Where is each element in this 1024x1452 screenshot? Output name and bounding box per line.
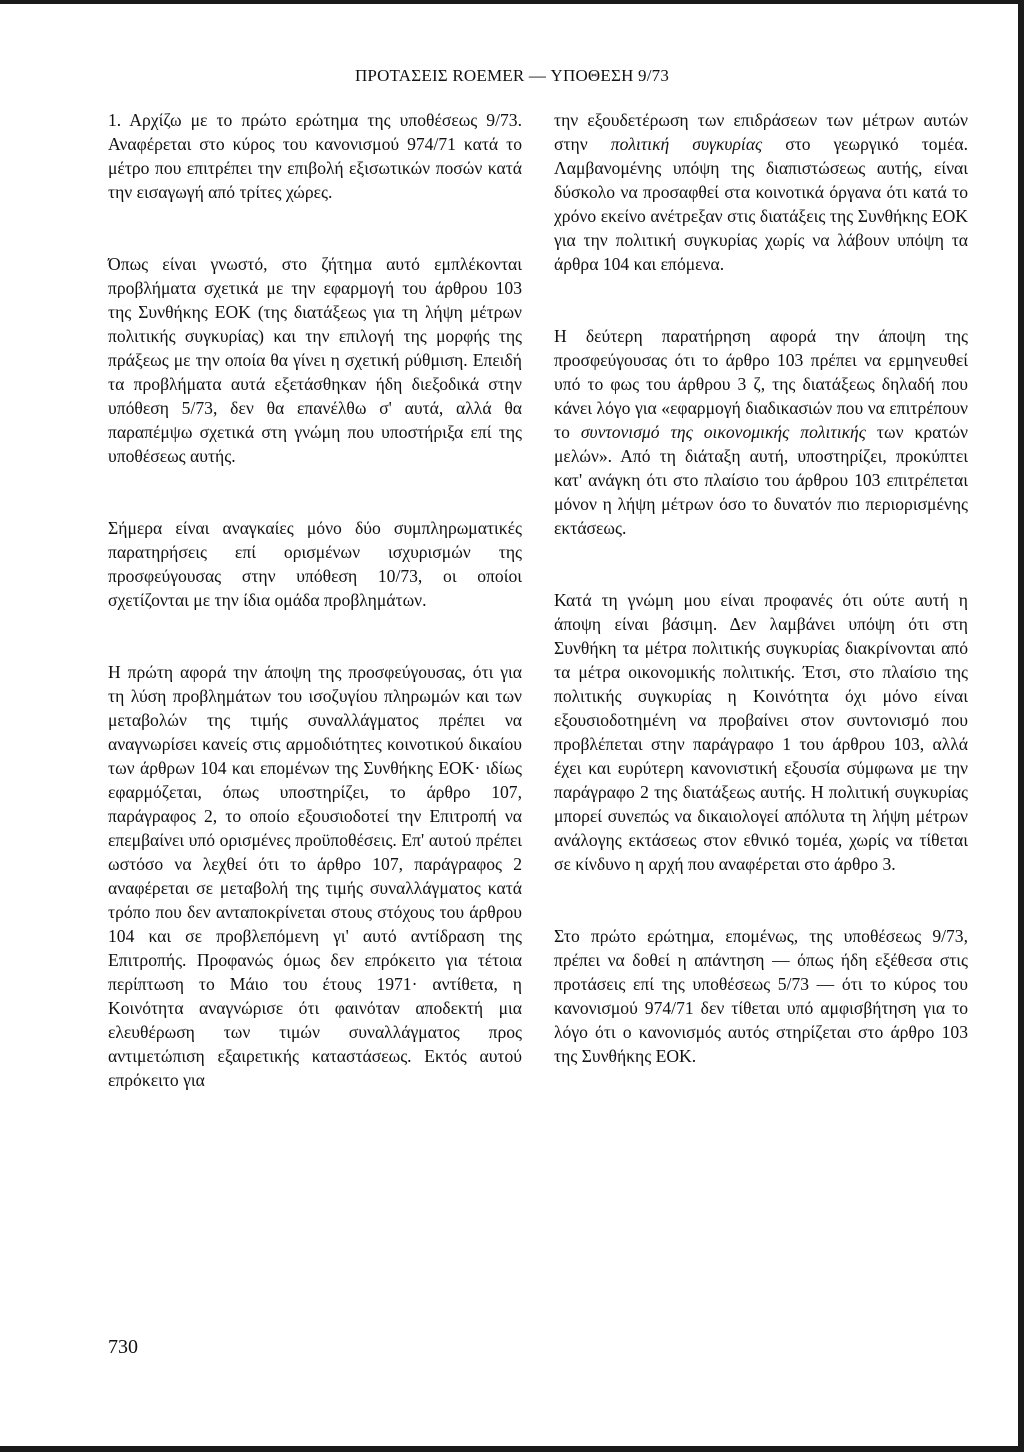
left-paragraph-2: Όπως είναι γνωστό, στο ζήτημα αυτό εμπλέκονται προβλήματα σχετικά με την εφαρμογή του άρθρου 103 της Συνθήκης ΕΟΚ (της διατάξεως για τη λήψη μέτρων πολιτικής συγκυρίας) και την επιλογή της μορφής της πράξεως με την οποία θα γίνει η σχετική ρύθμιση. Επειδή τα προβλήματα αυτά εξετάσθηκαν ήδη διεξοδικά στην υπόθεση 5/73, δεν θα επανέλθω σ' αυτά, αλλά θα παραπέμψω σχετικά στη γνώμη που υποστήριξα επί της υποθέσεως αυτής. [108,254,522,466]
page-number: 730 [108,1336,138,1358]
right-paragraph-4: Στο πρώτο ερώτημα, επομένως, της υποθέσεως 9/73, πρέπει να δοθεί η απάντηση — όπως ήδη εξέθεσα στις προτάσεις επί της υποθέσεως 5/73 — ότι το κύρος του κανονισμού 974/71 δεν τίθεται υπό αμφισβήτηση για το λόγο ότι ο κανονισμός αυτός στηρίζεται στο άρθρο 103 της Συνθήκης ΕΟΚ. [554,926,968,1066]
paragraph-gap [554,540,968,588]
right-paragraph-2 [554,324,968,540]
right-p1-italic: πολιτική συγκυρίας [610,134,763,154]
scan-border-top [0,0,1024,4]
left-paragraph-1: 1. Αρχίζω με το πρώτο ερώτημα της υποθέσεως 9/73. Αναφέρεται στο κύρος του κανονισμού 974/71 κατά το μέτρο που επιτρέπει την επιβολή εξισωτικών ποσών κατά την εισαγωγή από τρίτες χώρες. [108,110,522,202]
paragraph-gap [108,204,522,252]
right-p2-italic: συντονισμό της οικονομικής πολιτικής [580,422,866,442]
right-column [554,108,968,1068]
right-paragraph-1 [554,108,968,276]
right-p2-text-b: των κρατών μελών». Από τη διάταξη αυτή, υποστηρίζει, προκύπτει κατ' ανάγκη ότι στο πλαίσιο του άρθρου 103 επιτρέπεται μόνον η λήψη μέτρων όσο το δυνατόν πιο περιορισμένης εκτάσεως. [554,422,968,538]
scan-border-bottom [0,1446,1024,1452]
scan-border-right [1018,0,1024,1452]
running-header: ΠΡΟΤΑΣΕΙΣ ROEMER — ΥΠΟΘΕΣΗ 9/73 [354,66,670,85]
paragraph-gap [108,468,522,516]
paragraph-gap [554,276,968,324]
right-p2-text-a: Η δεύτερη παρατήρηση αφορά την άποψη της προσφεύγουσας ότι το άρθρο 103 πρέπει να ερμηνευθεί υπό το φως του άρθρου 3 ζ, της διατάξεως δηλαδή που κάνει λόγο για «εφαρμογή διαδικασιών που να επιτρέπουν το [554,326,968,442]
paragraph-gap [554,876,968,924]
paragraph-gap [108,612,522,660]
right-p1-text-b: στο γεωργικό τομέα. Λαμβανομένης υπόψη της διαπιστώσεως αυτής, είναι δύσκολο να προσαφθεί στα κοινοτικά όργανα ότι κατά το χρόνο εκείνο ανέτρεξαν στις διατάξεις της Συνθήκης ΕΟΚ για την πολιτική συγκυρίας χωρίς να λάβουν υπόψη τα άρθρα 104 και επόμενα. [554,134,968,274]
right-paragraph-3: Κατά τη γνώμη μου είναι προφανές ότι ούτε αυτή η άποψη είναι βάσιμη. Δεν λαμβάνει υπόψη ότι στη Συνθήκη τα μέτρα πολιτικής συγκυρίας διακρίνονται από τα μέτρα οικονομικής πολιτικής. Έτσι, στο πλαίσιο της πολιτικής συγκυρίας η Κοινότητα όχι μόνο είναι εξουσιοδοτημένη να προβαίνει στον συντονισμό που προβλέπεται στην παράγραφο 1 του άρθρου 103, αλλά έχει και ευρύτερη κανονιστική εξουσία σύμφωνα με την παράγραφο 2 της διατάξεως αυτής. Η πολιτική συγκυρίας μπορεί συνεπώς να δικαιολογεί απόλυτα τη λήψη μέτρων ανάλογης εκτάσεως στον εθνικό τομέα, χωρίς να τίθεται σε κίνδυνο η αρχή που αναφέρεται στο άρθρο 3. [554,590,968,874]
right-p1-text-a: την εξουδετέρωση των επιδράσεων των μέτρων αυτών στην [554,110,968,154]
left-paragraph-4: Η πρώτη αφορά την άποψη της προσφεύγουσας, ότι για τη λύση προβλημάτων του ισοζυγίου πληρωμών και των μεταβολών της τιμής συναλλάγματος πρέπει να αναγνωρίσει κανείς στις αρμοδιότητες κοινοτικού δικαίου των άρθρων 104 και επομένων της Συνθήκης ΕΟΚ· ιδίως εφαρμόζεται, όπως υποστηρίζει, το άρθρο 107, παράγραφος 2, το οποίο εξουσιοδοτεί την Επιτροπή να επεμβαίνει υπό ορισμένες προϋποθέσεις. Επ' αυτού πρέπει ωστόσο να λεχθεί ότι το άρθρο 107, παράγραφος 2 αναφέρεται σε μεταβολή της τιμής συναλλάγματος κατά τρόπο που δεν ανταποκρίνεται στους στόχους του άρθρου 104 και σε προβλεπόμενη γι' αυτό αντίδραση της Επιτροπής. Προφανώς όμως δεν επρόκειτο για τέτοια περίπτωση το Μάιο του έτους 1971· αντίθετα, η Κοινότητα αναγνώρισε ότι φαινόταν αποδεκτή μια ελευθέρωση των τιμών συναλλάγματος προς αντιμετώπιση εξαιρετικής καταστάσεως. Εκτός αυτού επρόκειτο για [108,662,522,1090]
left-paragraph-3: Σήμερα είναι αναγκαίες μόνο δύο συμπληρωματικές παρατηρήσεις επί ορισμένων ισχυρισμών της προσφεύγουσας στην υπόθεση 10/73, οι οποίοι σχετίζονται με την ίδια ομάδα προβλημάτων. [108,518,522,610]
left-column [108,108,522,1092]
